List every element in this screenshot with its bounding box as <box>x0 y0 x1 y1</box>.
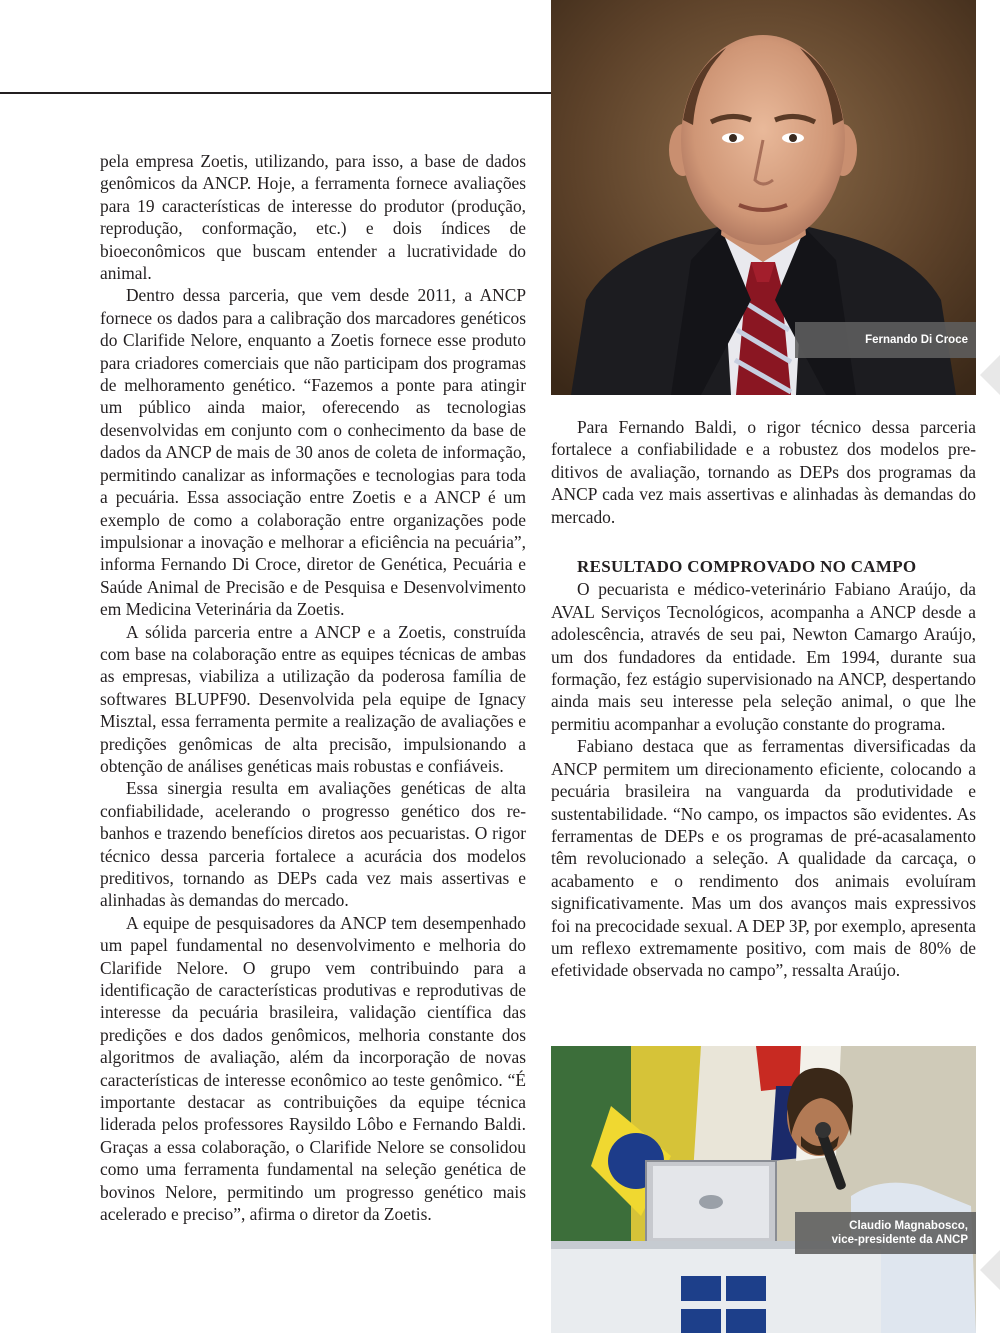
photo-caption-bottom <box>795 1212 976 1254</box>
caption-line-name: Claudio Magnabosco, <box>849 1220 968 1232</box>
right-text-column <box>551 416 976 982</box>
paragraph: A sólida parceria entre a ANCP e a Zoetis, construída com base na colaboração entre as equipes técnicas de ambas as empresas, viabiliza a utilização da poderosa família de softwares BLUPF90. Desenvolvida pela equipe de Ignacy Misztal, essa ferramenta permite a realização de avaliações e predições genômicas de alta precisão, impulsionando a obtenção de análises genéticas mais robustas e confiáveis. <box>100 621 526 776</box>
paragraph: Para Fernando Baldi, o rigor técnico dessa parceria fortalece a confiabilidade e a robustez dos modelos preditivos de avaliação, tornando as DEPs dos programas da ANCP cada vez mais assertivas e alinhadas às demandas do mercado. <box>551 417 976 527</box>
paragraph: Fabiano destaca que as ferramentas diversificadas da ANCP permitem um direcionamento eficiente, colocando a pecuária brasileira na vanguarda da produtividade e sustentabilidade. “No campo, os impactos são evidentes. As ferramentas de DEPs e os programas de pré-acasalamento têm revolucionado a seleção. A qualidade da carcaça, o acabamento e o rendimento dos animais evoluíram significativamente. Mas um dos avanços mais expressivos foi na precocidade sexual. A DEP 3P, por exemplo, apresenta um reflexo extremamente positivo, com mais de 80% de efetividade observada no campo”, ressalta Araújo. <box>551 736 976 981</box>
paragraph: Dentro dessa parceria, que vem desde 2011, a ANCP fornece os dados para a calibração dos marcadores genéticos do Clarifide Nelore, enquanto a Zoetis fornece esse produto para criadores comerciais que não participam dos programas de melhoramento genético. “Fazemos a ponte para atingir um público ainda maior, oferecendo as tecnologias desenvolvidas em conjunto com o conhecimento da base de dados da ANCP de mais de 30 anos de coleta de informação, permitindo canalizar as informações e tecnologias para toda a pecuária. Essa associação entre Zoetis e a ANCP é um exemplo de como a colaboração entre organizações pode impulsionar a inovação e melhorar a eficiência na pecuária”, informa Fernando Di Croce, diretor de Genética, Pecuária e Saúde Animal de Precisão e de Pesquisa e Desenvolvimento em Medicina Veterinária da Zoetis. <box>100 285 526 620</box>
speaker-photo-claudio-magnabosco <box>551 1046 976 1333</box>
decorative-arrow <box>980 355 1000 395</box>
caption-text: Fernando Di Croce <box>865 334 968 346</box>
paragraph: O pecuarista e médico-veterinário Fabiano Araújo, da AVAL Serviços Tecnológicos, acompanha a ANCP desde a adolescência, através de seu pai, Newton Camargo Araújo, um dos fundadores da entidade. Em 1994, durante sua formação, fez estágio supervisionado na ANCP, despertando ainda mais seu interesse pela seleção animal, o que lhe permitiu acompanhar a evolução constante do programa. <box>551 579 976 734</box>
left-text-column <box>100 150 526 1226</box>
caption-line-role: vice-presidente da ANCP <box>831 1234 968 1246</box>
section-heading: RESULTADO COMPROVADO NO CAMPO <box>577 557 917 577</box>
photo-caption-top <box>795 322 976 358</box>
paragraph: A equipe de pesquisadores da ANCP tem desempenhado um papel fundamental no desenvolvimento e melhoria do Clarifide Nelore. O grupo vem contribuindo para a identificação de características produtivas e reprodutivas de interesse da pecuária brasileira, validação científica das predições e dos dados genômicos, melhoria constante dos algoritmos de avaliação, além da incorporação de novas características de interesse econômico ao teste genômico. “É importante destacar as contribuições da equipe técnica liderada pelos professores Raysildo Lôbo e Fernando Baldi. Graças a essa colaboração, o Clarifide Nelore se consolidou como uma ferramenta fundamental na seleção genética de bovinos Nelore, permitindo um progresso genético mais acelerado e preciso”, afirma o diretor da Zoetis. <box>100 912 526 1225</box>
decorative-arrow <box>980 1250 1000 1290</box>
paragraph: pela empresa Zoetis, utilizando, para isso, a base de dados genômicos da ANCP. Hoje, a ferramenta fornece avaliações para 19 características de interesse do produtor (produção, reprodução, conformação, etc.) e dois índices de bioeconômicos que buscam entender a lucratividade do animal. <box>100 151 526 284</box>
header-rule <box>0 92 552 94</box>
paragraph: Essa sinergia resulta em avaliações genéticas de alta confiabilidade, acelerando o progresso genético dos rebanhos e trazendo benefícios diretos aos pecuaristas. O rigor técnico dessa parceria fortalece a acurácia dos modelos preditivos, tornando as DEPs cada vez mais assertivas e alinhadas às demandas do mercado. <box>100 778 526 911</box>
